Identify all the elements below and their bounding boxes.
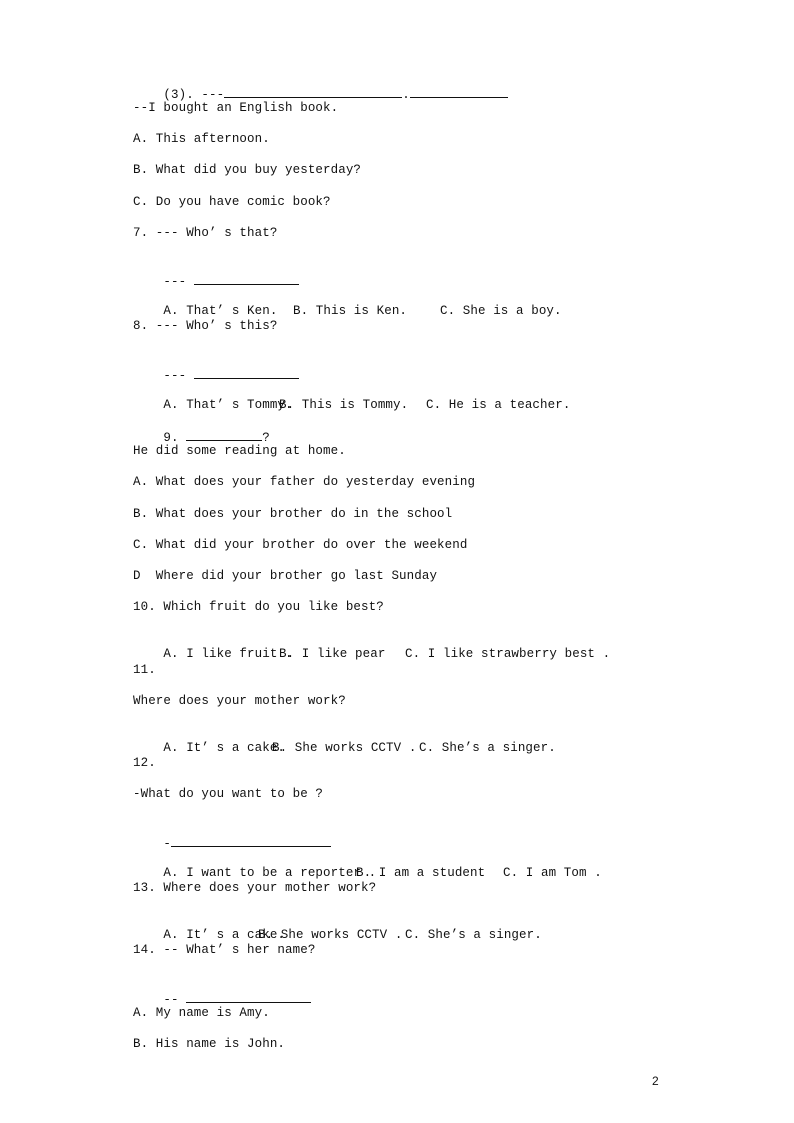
answer-blank bbox=[186, 990, 311, 1003]
option-a: A. What does your father do yesterday evening bbox=[133, 475, 476, 489]
option-b: B. She works CCTV . bbox=[272, 741, 417, 755]
question-9: 9. ? bbox=[133, 412, 270, 462]
answer-blank bbox=[171, 834, 331, 847]
option-a: A. I want to be a reporter . bbox=[163, 866, 377, 880]
question-14: 14. -- What’ s her name? bbox=[133, 943, 316, 957]
question-13: 13. Where does your mother work? bbox=[133, 881, 377, 895]
option-d: D Where did your brother go last Sunday bbox=[133, 569, 438, 583]
option-c: C. She’s a singer. bbox=[419, 741, 556, 755]
answer-blank bbox=[410, 85, 508, 98]
answer-line: -- bbox=[133, 974, 311, 1024]
option-a: A. My name is Amy. bbox=[133, 1006, 270, 1020]
option-a: A. It’ s a cake. bbox=[163, 741, 286, 755]
option-c: C. I am Tom . bbox=[503, 866, 602, 880]
question-11: 11. bbox=[133, 663, 156, 677]
question-8: 8. --- Who’ s this? bbox=[133, 319, 278, 333]
answer-line: --- bbox=[133, 350, 299, 400]
option-a: A. This afternoon. bbox=[133, 132, 270, 146]
option-b: B. What did you buy yesterday? bbox=[133, 163, 362, 177]
dialogue-line: -What do you want to be ? bbox=[133, 787, 324, 801]
question-12: 12. bbox=[133, 756, 156, 770]
question-3-prompt: (3). --- . bbox=[133, 69, 508, 119]
option-b: B. I like pear bbox=[279, 647, 386, 661]
option-c: C. She is a boy. bbox=[440, 304, 562, 318]
answer-line: --- bbox=[133, 256, 299, 306]
option-a: A. I like fruit . bbox=[163, 647, 293, 661]
option-c: C. She’s a singer. bbox=[405, 928, 542, 942]
option-a: A. That’ s Ken. bbox=[163, 304, 278, 318]
dialogue-line: He did some reading at home. bbox=[133, 444, 346, 458]
answer-blank bbox=[194, 366, 299, 379]
option-b: B. What does your brother do in the school bbox=[133, 507, 453, 521]
options-row bbox=[133, 630, 611, 678]
option-c: C. Do you have comic book? bbox=[133, 195, 331, 209]
option-b: B. This is Tommy. bbox=[279, 398, 409, 412]
option-c: C. I like strawberry best . bbox=[405, 647, 611, 661]
option-a: A. It’ s a cake. bbox=[163, 928, 286, 942]
dialogue-line: Where does your mother work? bbox=[133, 694, 346, 708]
option-b: B. His name is John. bbox=[133, 1037, 286, 1051]
page-number: 2 bbox=[652, 1074, 659, 1088]
question-10: 10. Which fruit do you like best? bbox=[133, 600, 384, 614]
option-c: C. He is a teacher. bbox=[426, 398, 571, 412]
answer-blank bbox=[186, 428, 262, 441]
option-b: B. This is Ken. bbox=[293, 304, 408, 318]
option-b: B. I am a student bbox=[356, 866, 486, 880]
answer-line: - bbox=[133, 818, 331, 868]
answer-blank bbox=[224, 85, 402, 98]
option-b: B. She works CCTV . bbox=[258, 928, 403, 942]
dialogue-line: --I bought an English book. bbox=[133, 101, 339, 115]
option-c: C. What did your brother do over the weekend bbox=[133, 538, 468, 552]
option-a: A. That’ s Tommy. bbox=[163, 398, 293, 412]
question-7: 7. --- Who’ s that? bbox=[133, 226, 278, 240]
answer-blank bbox=[194, 272, 299, 285]
